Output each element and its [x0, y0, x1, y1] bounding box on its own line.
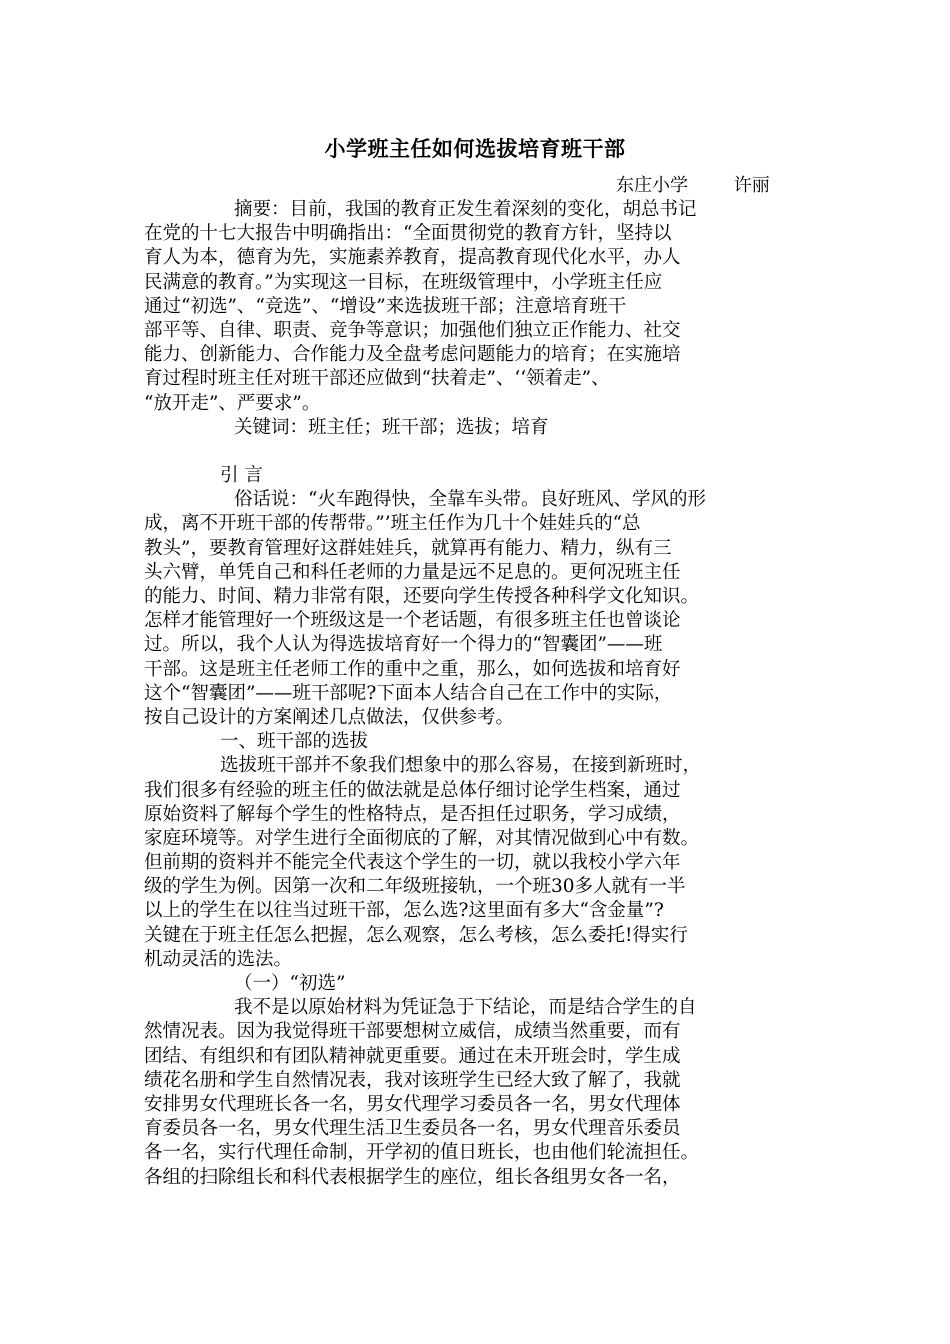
text-line: 部平等、自律、职责、竞争等意识；加强他们独立正作能力、社交 [144, 319, 681, 341]
text-line: 的能力、时间、精力非常有限，还要向学生传授各种科学文化知识。 [144, 586, 700, 607]
text-line: 团结、有组织和有团队精神就更重要。通过在未开班会时，学生成 [144, 1045, 681, 1067]
text-line: 民满意的教育。”为实现这一目标，在班级管理中，小学班主任应 [144, 271, 663, 293]
text-line: 过。所以，我个人认为得选拔培育好一个得力的“智囊团”——班 [144, 634, 663, 656]
document-body [144, 198, 810, 1190]
text-line: “放开走”、严要求”。 [144, 392, 321, 414]
text-line: 摘要：目前，我国的教育正发生着深刻的变化，胡总书记 [234, 199, 697, 220]
text-line: （一）“初选” [234, 973, 346, 994]
text-line: 选拔班干部并不象我们想象中的那么容易，在接到新班时， [220, 755, 702, 777]
text-line: 头六臂，单凭自己和科任老师的力量是远不足息的。更何况班主任 [144, 561, 681, 583]
text-line: 成，离不开班干部的传帮带。”’班主任作为几十个娃娃兵的“总 [144, 513, 641, 535]
text-line: 育委员各一名，男女代理生活卫生委员各一名，男女代理音乐委员 [144, 1118, 681, 1140]
text-line: 一、班干部的选拔 [220, 731, 369, 753]
text-line: 机动灵活的选法。 [144, 948, 293, 970]
text-line: 关键在于班主任怎么把握，怎么观察，怎么考核，怎么委托!得实行 [144, 924, 688, 946]
text-line: 教头”，要教育管理好这群娃娃兵，就算再有能力、精力，纵有三 [144, 537, 672, 559]
text-line: 原始资料了解每个学生的性格特点，是否担任过职务，学习成绩， [144, 803, 681, 825]
author-line: 东庄小学 许丽 [616, 175, 770, 196]
text-line: 这个“智囊团”——班干部呢?下面本人结合自己在工作中的实际， [144, 682, 673, 704]
text-line: 级的学生为例。因第一次和二年级班接轨，一个班30多人就有一半 [144, 876, 686, 898]
text-line: 关键词：班主任；班干部；选拔；培育 [234, 416, 549, 438]
text-line: 然情况表。因为我觉得班干部要想树立威信，成绩当然重要，而有 [144, 1021, 681, 1043]
text-line: 各一名，实行代理任命制，开学初的值日班长，也由他们轮流担任。 [144, 1142, 700, 1164]
text-line: 通过“初选”、“竞选”、“增设”来选拔班干部；注意培育班干 [144, 295, 627, 317]
text-line: 以上的学生在以往当过班干部，怎么选?这里面有多大“含金量”? [144, 900, 664, 922]
text-line: 俗话说：“火车跑得快，全靠车头带。良好班风、学风的形 [234, 489, 706, 511]
text-line: 育人为本，德育为先，实施素养教育，提高教育现代化水平，办人 [144, 247, 681, 269]
text-line: 我们很多有经验的班主任的做法就是总体仔细讨论学生档案，通过 [144, 779, 681, 801]
text-line: 我不是以原始材料为凭证急于下结论，而是结合学生的自 [234, 997, 697, 1019]
blank-line [144, 440, 810, 464]
document-title: 小学班主任如何选拔培育班干部 [324, 137, 626, 161]
text-line: 绩花名册和学生自然情况表，我对该班学生已经大致了解了，我就 [144, 1069, 681, 1091]
text-line: 但前期的资料并不能完全代表这个学生的一切，就以我校小学六年 [144, 852, 681, 874]
text-line: 干部。这是班主任老师工作的重中之重，那么，如何选拔和培育好 [144, 658, 681, 680]
text-line: 按自己设计的方案阐述几点做法，仅供参考。 [144, 706, 515, 728]
text-line: 怎样才能管理好一个班级这是一个老话题，有很多班主任也曾谈论 [144, 610, 681, 632]
text-line: 引 言 [220, 465, 263, 487]
text-line: 在党的十七大报告中明确指出：“全面贯彻党的教育方针，坚持以 [144, 223, 672, 245]
text-line: 育过程时班主任对班干部还应做到“扶着走”、‘‘领着走”、 [144, 368, 610, 390]
text-line: 安排男女代理班长各一名，男女代理学习委员各一名，男女代理体 [144, 1093, 681, 1115]
text-line: 家庭环境等。对学生进行全面彻底的了解，对其情况做到心中有数。 [144, 827, 700, 849]
text-line: 各组的扫除组长和科代表根据学生的座位，组长各组男女各一名， [144, 1166, 681, 1188]
text-line: 能力、创新能力、合作能力及全盘考虑问题能力的培育；在实施培 [144, 344, 681, 366]
